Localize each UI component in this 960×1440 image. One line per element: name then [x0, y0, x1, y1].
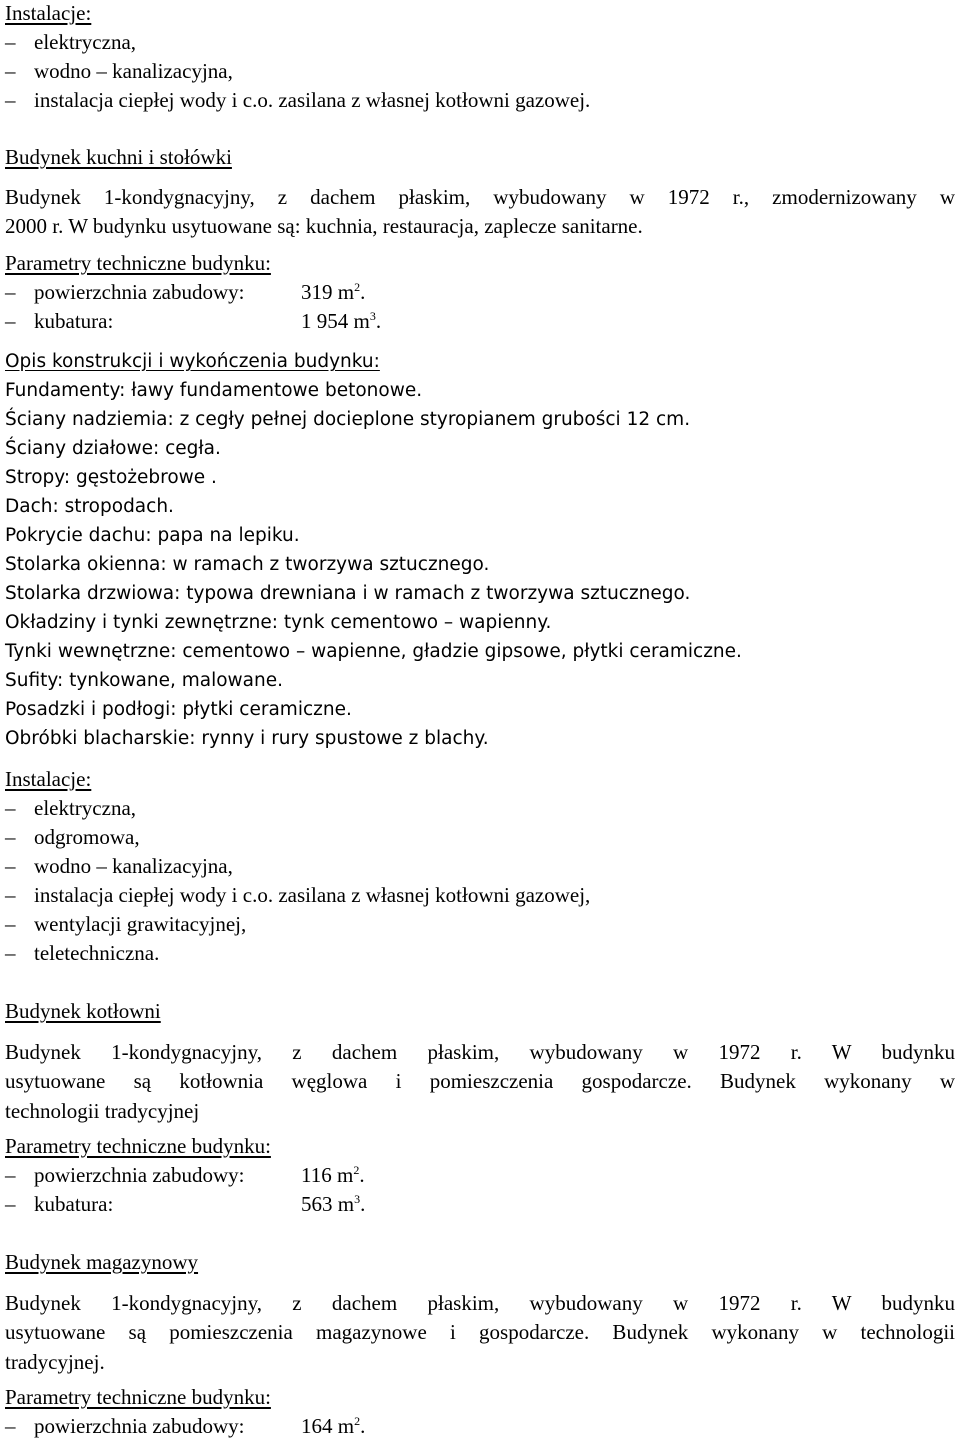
param-row-area: – powierzchnia zabudowy: 164 $m^2$.: [5, 1414, 366, 1438]
construction-line: Fundamenty: ławy fundamentowe betonowe.: [5, 380, 423, 401]
paragraph-line: usytuowane są pomieszczenia magazynowe i gospodarcze. Budynek wykonany w technologii: [5, 1320, 955, 1344]
construction-line: Pokrycie dachu: papa na lepiku.: [5, 525, 300, 546]
param-row-volume: – kubatura: 1 954 $m^3$.: [5, 309, 382, 333]
param-row-volume: – kubatura: 563 $m^3$.: [5, 1192, 366, 1216]
section-title-kitchen-building: Budynek kuchni i stołówki: [5, 145, 232, 169]
section-title-boiler-building: Budynek kotłowni: [5, 999, 161, 1023]
section-title-warehouse-building: Budynek magazynowy: [5, 1250, 199, 1274]
list-item: – wodno – kanalizacyjna,: [5, 854, 233, 878]
params-heading: Parametry techniczne budynku:: [5, 1134, 271, 1158]
params-heading: Parametry techniczne budynku:: [5, 1385, 271, 1409]
list-item: – elektryczna,: [5, 796, 137, 820]
construction-line: Stolarka okienna: w ramach z tworzywa sztucznego.: [5, 554, 490, 575]
paragraph-line: tradycyjnej.: [5, 1350, 105, 1374]
param-row-area: – powierzchnia zabudowy: 319 $m^2$.: [5, 280, 366, 304]
construction-line: Stropy: gęstożebrowe .: [5, 467, 217, 488]
section-heading-installations: Instalacje:: [5, 767, 92, 791]
list-item: – elektryczna,: [5, 30, 137, 54]
list-item: – wentylacji grawitacyjnej,: [5, 912, 247, 936]
paragraph-line: Budynek 1-kondygnacyjny, z dachem płaskim, wybudowany w 1972 r. W budynku: [5, 1291, 955, 1315]
param-row-area: – powierzchnia zabudowy: 116 $m^2$.: [5, 1163, 365, 1187]
list-item: – instalacja ciepłej wody i c.o. zasilana z własnej kotłowni gazowej.: [5, 88, 591, 112]
construction-line: Ściany nadziemia: z cegły pełnej docieplone styropianem grubości 12 cm.: [5, 409, 691, 430]
construction-line: Dach: stropodach.: [5, 496, 174, 517]
construction-line: Obróbki blacharskie: rynny i rury spustowe z blachy.: [5, 728, 489, 749]
paragraph-line: 2000 r. W budynku usytuowane są: kuchnia, restauracja, zaplecze sanitarne.: [5, 214, 643, 238]
construction-line: Ściany działowe: cegła.: [5, 438, 221, 459]
section-heading-installations: Instalacje:: [5, 1, 92, 25]
params-heading: Parametry techniczne budynku:: [5, 251, 271, 275]
paragraph-line: Budynek 1-kondygnacyjny, z dachem płaskim, wybudowany w 1972 r., zmodernizowany w: [5, 185, 955, 209]
list-item: – wodno – kanalizacyjna,: [5, 59, 233, 83]
list-item: – teletechniczna.: [5, 941, 160, 965]
paragraph-line: Budynek 1-kondygnacyjny, z dachem płaskim, wybudowany w 1972 r. W budynku: [5, 1040, 955, 1064]
construction-line: Tynki wewnętrzne: cementowo – wapienne, gładzie gipsowe, płytki ceramiczne.: [5, 641, 742, 662]
construction-line: Stolarka drzwiowa: typowa drewniana i w ramach z tworzywa sztucznego.: [5, 583, 691, 604]
construction-line: Sufity: tynkowane, malowane.: [5, 670, 283, 691]
construction-line: Okładziny i tynki zewnętrzne: tynk cementowo – wapienny.: [5, 612, 552, 633]
paragraph-line: technologii tradycyjnej: [5, 1099, 200, 1123]
list-item: – odgromowa,: [5, 825, 140, 849]
construction-heading: Opis konstrukcji i wykończenia budynku:: [5, 351, 380, 372]
list-item: – instalacja ciepłej wody i c.o. zasilana z własnej kotłowni gazowej,: [5, 883, 591, 907]
construction-line: Posadzki i podłogi: płytki ceramiczne.: [5, 699, 352, 720]
paragraph-line: usytuowane są kotłownia węglowa i pomieszczenia gospodarcze. Budynek wykonany w: [5, 1069, 955, 1093]
